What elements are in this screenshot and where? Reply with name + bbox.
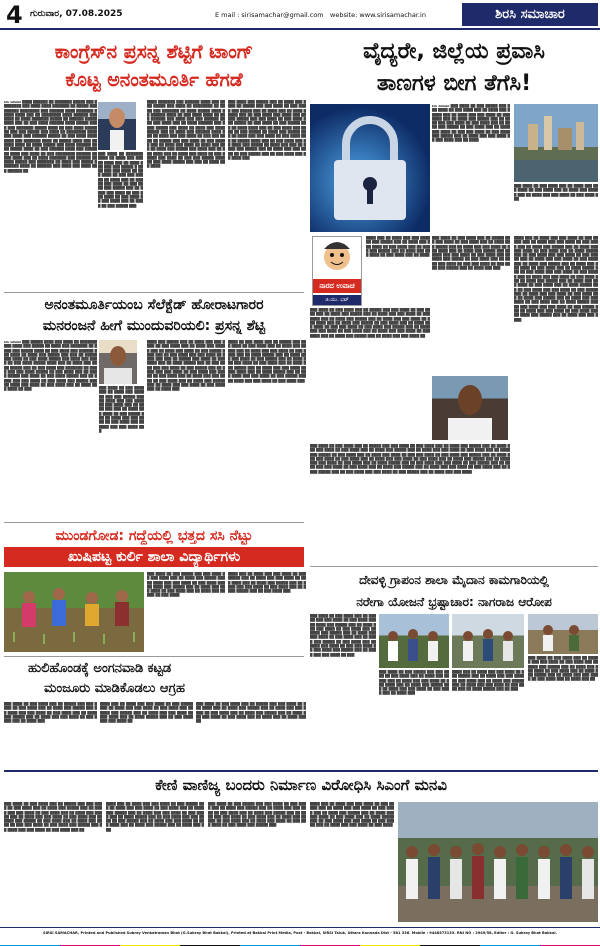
devalli-photo-1 bbox=[379, 614, 449, 668]
devalli-photo-2 bbox=[452, 614, 524, 668]
doctors-column-2: ███ ████ ██ ███ ████ ███ ██ ████ ███ ███ ████ ██ ███ ████ ███ ██ ████ ███ █████ ███ ██ ████ ███ ███ ████ ██ ███ ████ ███ bbox=[514, 184, 598, 201]
devalli-column-1: ███ ████ ██ ███ ████ ███ ██ █████ ███ ███ ████ ██ ███ ████ ███ ██ ████ ███ █████ ███ ██ ████ ███ ███ ████ ██ ███ ████ ███ ██ ████ ███ █████ ███ ██ ████ ███ ███ ████ ██ ███ ████ ███ ██ ████ ███ █████ ██ ███ ████ ███ ██ ████ ███ ████ ██ ███ ███ ████ ██ ███ ████ ███ █████ ███ ██ ████ ███ ███ ████ ██ ███ bbox=[310, 614, 376, 657]
narada-column-byline: ಜಿ.ಯು. ಭಟ್ bbox=[313, 295, 361, 305]
devalli-column-4: ███ ████ ██ ███ ████ ███ ██ █████ ███ ███ ████ ██ ███ ████ ███ ██ ████ ███ █████ ███ ██ ████ ███ ███ ████ ██ ███ ████ ███ ██ ████ ███ █████ ███ ██ ████ ███ ███ ████ ██ ███ ████ ███ ██ ████ ███ ██ bbox=[528, 656, 598, 682]
keni-column-3: ███ ████ ██ ███ █████ ███ ███ ████ ██ ███ ████ ███ ██ ████ ███ █████ ███ ██ ████ ███ ███ ████ ██ ███ ████ ███ ██ ████ ███ █████ ███ ██ ████ ███ ███ ████ ██ ███ ████ ███ ██ ████ ███ █████ ██ ███ ████ ███ ██ ████ ███ ████ ██ ███ ███ ████ ██ ███ ████ ███ █████ ███ bbox=[208, 802, 306, 828]
selected-portrait bbox=[99, 340, 137, 384]
doctors-headline-line2: ತಾಣಗಳ ಬೀಗ ತೆಗೆಸಿ! bbox=[376, 71, 532, 96]
tong-column-2: ████ ███████ ███ ██████ ████ ███ ████ █████ ███ ████ ██ ████████ ██ ████ ███ ███████ ██ ████ █████ ████ ██ ██████ ████ ██ ███ ████ ████ ██ ███ ██████ ███ ████ ███ ███ ██████ ████ ███ ████ ███ ██ ████ ██████ ███ ████ █████ ███ ████ ██ ████ ███ ████ █████ ███ ██ ████ ███ ██████ ████ ███ ██ ████ ███ ███ ████ ██ ███ ███ ████ ██ █████ ███ ███ ████ ██ ███ █████ ███ ██ ████ ███ ████ ██ ████ ███ ███ ██ ████ ███ █████ ███ ████ ███ ██ ███ ████ ███ ██ ████ ███ ████ ██ ███ █████ ███ ████ ██ ███ ███ █████ ████ ██ ███ ████ █████ ███ ███ ██ ████ ███ ████ bbox=[147, 100, 225, 169]
town-photo bbox=[514, 104, 598, 182]
tong-headline-line1: ಕಾಂಗ್ರೆಸ್‌ನ ಪ್ರಸನ್ನ ಶೆಟ್ಟಿಗೆ ಟಾಂಗ್ bbox=[54, 41, 254, 63]
devalli-headline-line1: ದೇವಳ್ಳಿ ಗ್ರಾಪಂನ ಶಾಲಾ ಮೈದಾನ ಕಾಮಗಾರಿಯಲ್ಲಿ bbox=[359, 573, 549, 587]
keni-column-2: ████ ███ ██ ████ ███ ███ ████ ██ ███ █████ ███ ██ ████ ███ ███ ████ ██ ███ ████ ███ ██ ████ ███ █████ ███ ██ ████ ███ ███ ████ ██ ███ ████ ███ ██ ████ █████ ███ ██ ███ ████ ███ ███ ████ ██ ███ █████ ███ ██ ████ ███ ███ ████ ██ ███ ████ ███ ██ ████ ███ █████ ███ ██ ████ ███ ███ bbox=[106, 802, 204, 832]
footer-imprint-text: SIRSI SAMACHAR, Printed and Published Subray Venkatraman Bhat (G.Subray Bhat Bakkal), Printed at Bakkal Print Media, Post - Bakkal, SIRSI Taluk, Uttara Kannada Dist - 581 336. Mobile : 9448573133. RNI NO : 2949/58, Editor : G. Subray Bhat Bakkal. bbox=[43, 931, 557, 935]
tong-column-1: ಶಿರಸಿ ಸಮಾಚಾರ ████ ██████ ██ ███████ █████ ███ ████████ ███ ████ ████ ███████ ██ █████ ███ ██████ ████████ ███ ██████ ████ ███████ █████ ████ ███ ██ ████████ ████ ██████ ███ ████ ██ ████ ███████ █████ ██ ██████ █████████ ███ ██ ███ ████ ██████ ████ █████ ████ ███ ███████ █████ ████ ██ ███ ████ ███████ ███ ███ █████ ███ ████ ██ ████████ ███████ ████ ███ ██████ █████ ██ ███ ████ ████████ ███ ███████ ████ ██ █████ ████ ███ ██████ ████ ██ ████ █████ ███ ████ ██████ ████ █████ ████ ██ ███ ██████ ████ ███ ███████ ████ ███ ████ ██ ███ ████████ ██████ █████ ████ ███ ██ ████ ███████ ███ ██████ ██ ████ █████ ███ ███████ ██ ████ ███ █████ ███████ ████ ██ ██████ ███ ████ ███ ████ ███ ██████ ██ bbox=[4, 100, 97, 173]
mundgod-headline bbox=[4, 522, 304, 568]
masthead bbox=[0, 0, 600, 30]
footer-imprint bbox=[0, 927, 600, 938]
selected-headline-line2: ಮನರಂಜನೆ ಹೀಗೆ ಮುಂದುವರಿಯಲಿ: ಪ್ರಸನ್ನ ಶೆಟ್ಟಿ bbox=[42, 318, 266, 334]
mundgod-headline-line2: ಖುಷಿಪಟ್ಟ ಕುರ್ಲಿ ಶಾಲಾ ವಿದ್ಯಾರ್ಥಿಗಳು bbox=[4, 547, 304, 567]
mundgod-column-3: ████ ███ ██ ████ ███ ███ ████ ██ ███ █████ ███ ██ ████ ███ ███ ████ ██ ███ ████ ███ ██ ████ ███ █████ ███ ██ ████ ███ ███ ████ ██ ███ ████ ███ ██ ████ █████ ███ ██ ███ ████ ███ bbox=[228, 572, 306, 594]
keni-group-photo bbox=[398, 802, 598, 922]
devalli-headline bbox=[310, 566, 598, 612]
students-in-field-icon bbox=[4, 572, 144, 652]
anganwadi-column-2: ████ ███ ██ ████ ███ ███ ████ ██ ███ █████ ███ ██ ████ ███ ███ ████ ██ ███ ████ ███ ██ ████ ███ █████ ███ ██ ████ ███ ███ ████ ██ ███ ████ ███ ██ ████ █████ ███ ██ ███ ████ ███ ███ ████ ██ bbox=[100, 702, 193, 724]
paper-name-text: ಶಿರಸಿ ಸಮಾಚಾರ bbox=[495, 7, 565, 22]
devalli-photo-3 bbox=[528, 614, 598, 654]
masthead-website: website: www.sirisamachar.in bbox=[330, 11, 426, 19]
keni-headline bbox=[4, 770, 598, 798]
people-group-icon bbox=[379, 614, 449, 668]
anganwadi-headline bbox=[4, 656, 304, 698]
cartoon-face-icon bbox=[313, 237, 361, 275]
narada-column-box bbox=[312, 236, 362, 306]
issue-date: ಗುರುವಾರ, 07.08.2025 bbox=[30, 9, 123, 19]
people-group-icon bbox=[528, 614, 598, 654]
devalli-headline-line2: ನರೇಗಾ ಯೋಜನೆ ಭ್ರಷ್ಟಾಚಾರ: ನಾಗರಾಜ ಆರೋಪ bbox=[356, 595, 552, 609]
doctors-column-5: ████ ███ ██ ████ ███ ███ ████ ██ ███ █████ ███ ██ ████ ███ ███ ████ ██ ███ ████ ███ ██ ████ ███ █████ ███ ██ ████ ███ ███ ████ ██ ███ ████ ███ ██ ████ █████ ███ ██ ███ ████ ███ ███ ████ ██ ███ █████ ███ ██ ████ ███ ███ ████ ██ ███ ████ ███ ██ ████ ███ █████ ███ ██ ████ ███ ███ ████ ██ ███ ████ ███ ██ ████ █████ ███ ██ ███ ████ ███ ███ ████ ██ ███ █████ ███ ██ ████ ███ ███ ████ ██ ███ ████ ███ ██ ████ ███ █████ ███ ██ ████ ███ ███ ████ ██ ███ ████ ███ ██ ████ █████ ███ ██ ███ ████ ███ ███ ████ ██ ███ █████ ███ ██ ████ ███ ███ ████ ██ ███ ████ ███ ██ ████ ███ █████ ███ ██ ████ ███ ███ ████ ██ ███ ████ ███ ██ ████ █████ ███ ██ ███ ████ ███ ███ ████ ██ ███ █████ ███ ██ ████ ███ ███ ████ ██ ███ ████ ███ ██ ████ ███ █████ ███ ██ ████ ███ ███ ████ bbox=[514, 236, 598, 322]
keni-column-4: ████ ███ ██ ████ ███ ███ ████ ██ ███ █████ ███ ██ ████ ███ ███ ████ ██ ███ ████ ███ ██ ████ ███ █████ ███ ██ ████ ███ ███ ████ ██ ███ ████ ███ ██ ████ █████ ███ ██ ███ ████ ███ ███ ████ ██ ███ █████ ███ ██ ████ ███ ███ ████ ██ ███ ████ bbox=[310, 802, 394, 828]
tong-column-3: ███ ████ ███ █████ ███ ██ ████ ███ ████ ██ █████ ███ ███ ████ ██ ███ ████ ███ █████ ███ ██ ████ ███ ██ ████ █████ ███ ██ ███ ████ ███ ████ ███ ██ ███ █████ ███ ███ ████ ██ ███ ████ ███ █████ ██ ███ ████ ██ ███ █████ ███ ██ ████ ████ ███ ██ ███ ████ ███ ████ ██ ███ █████ ██ ████ ███ █████ ███ ██ ████ ███ ███ ████ ██ ███ ████ ███ ██ █████ ████ ███ ██ ███ ████ ███ ██ ████ ███ █████ ██ ████ ███ ███ ██ ████ ███ █████ ███ ██ ████ ███ ███ ████ ██ ███ █████ ███ ██ ███ ████ ███ ██ ████ ███ bbox=[228, 100, 306, 160]
anganwadi-headline-line1: ಹುಲಿಹೊಂಡಕ್ಕೆ ಅಂಗನವಾಡಿ ಕಟ್ಟಡ bbox=[28, 661, 172, 676]
selected-headline bbox=[4, 292, 304, 336]
devalli-column-3: ████ ███ ██ ████ ███ ███ ████ ██ ███ █████ ███ ██ ████ ███ ███ ████ ██ ███ ████ ███ ██ ████ ███ █████ ███ ██ ████ ███ ███ ████ ██ ███ ████ ███ ██ ████ █████ ███ ██ ███ bbox=[452, 670, 524, 692]
printer-color-bar bbox=[0, 938, 600, 946]
tong-portrait bbox=[98, 102, 136, 150]
people-crowd-icon bbox=[398, 802, 598, 922]
doctors-headline-line1: ವೈದ್ಯರೇ, ಜಿಲ್ಲೆಯ ಪ್ರವಾಸಿ bbox=[363, 39, 545, 64]
narada-column-title: ನಾರದ ಉವಾಚ bbox=[313, 279, 361, 293]
doctors-headline bbox=[310, 36, 598, 100]
doctors-column-4: ███ ████ ██ ███ ████ ███ ██ █████ ███ ███ ████ ██ ███ ████ ███ ██ ████ ███ █████ ███ ██ ████ ███ ███ ████ ██ ███ ████ ███ ██ ████ ███ █████ ███ ██ ████ ███ ███ ████ ██ ███ ████ ███ ██ ████ ███ █████ ██ ███ ████ ███ ██ ████ ███ ████ ██ ███ ███ ████ ██ ███ ████ ███ █████ ███ ██ ████ ███ ███ bbox=[432, 236, 510, 271]
devalli-column-2: ███ ████ ██ ███ █████ ███ ███ ████ ██ ███ ████ ███ ██ ████ ███ █████ ███ ██ ████ ███ ███ ████ ██ ███ ████ ███ ██ ████ ███ █████ ███ ██ ████ ███ ███ ████ ██ ███ ████ ███ ██ ████ ███ bbox=[379, 670, 449, 696]
keni-column-1: ███ ████ ██ ███ ████ ███ ██ █████ ███ ███ ████ ██ ███ ████ ███ ██ ████ ███ █████ ███ ██ ████ ███ ███ ████ ██ ███ ████ ███ ██ ████ ███ █████ ███ ██ ████ ███ ███ ████ ██ ███ ████ ███ ██ ████ ███ █████ ██ ███ ████ ███ ██ ████ ███ ████ ██ ███ ███ ████ ██ ███ ████ ███ █████ ███ ██ ████ ███ ███ ████ ██ ███ ████ ███ ██ bbox=[4, 802, 102, 832]
doctors-portrait bbox=[432, 376, 508, 440]
doctors-column-6: ███ ████ ██ ███ ████ ███ ██ █████ ███ ███ ████ ██ ███ ████ ███ ██ ████ ███ █████ ███ ██ ████ ███ ███ ████ ██ ███ ████ ███ ██ ████ ███ █████ ███ ██ ████ ███ ███ ████ ██ ███ ████ ███ ██ ████ ███ █████ ██ ███ ████ ███ ██ ████ ███ ████ ██ ███ ███ ████ ██ ███ ████ ███ █████ ███ ██ ████ ███ ███ ████ ██ ███ ████ ███ ██ ████ ███ ███ ████ ██ ███ ████ ███ ██ ████ ███ █████ ███ ██ ████ ███ ███ ████ ██ ███ ████ ███ ██ ████ █████ ███ ██ ███ ████ ███ ███ ████ ██ ███ █████ ███ ██ ████ ███ ███ ████ ██ ███ ████ ███ ██ ████ ███ █████ ███ ██ ████ ███ ███ ████ ██ ███ ████ ███ ██ ████ █████ ███ ██ ███ ████ ███ ███ ████ ██ ███ █████ ███ ██ ████ ███ ███ ████ bbox=[310, 444, 510, 474]
padlock-icon bbox=[310, 104, 430, 232]
person-photo-icon bbox=[98, 102, 136, 150]
masthead-paper-name bbox=[462, 3, 598, 26]
tong-headline bbox=[4, 38, 304, 96]
mundgod-column-2: ███ ████ ██ ███ █████ ███ ███ ████ ██ ███ ████ ███ ██ ████ ███ █████ ███ ██ ████ ███ ███ ████ ██ ███ ████ ███ ██ ████ ███ █████ ███ ██ ████ ███ ███ ████ ██ ███ ████ ███ ██ ████ ███ █████ ██ ███ ████ bbox=[147, 572, 225, 598]
selected-column-1: ಶಿರಸಿ ಸಮಾಚಾರ ███ █████ ████ ███ ████ ██ ███████ ███ ████ ███ █████ ██ ████ ███ ███████ ██ ████ ███ █████ ████ ██ ███ ████ ███ ██████ ███ ████ ██ ████ ███ █████ ███ ███ ██ █████ ███ ████ ██ ███ ████ █████ ███ ████ ███ ████ ██ ███ ████ █████ ████ ███ ██ ████ ███ ████ █████ ███ ██ ███ ████ ███ ███████ ██ ████ ███ ███ ████ █████ ██ ███ ████ ███ ██ ████ █████ ███ ████ ██ ███ ████ █████ ███ ██ ████ ███ ███ ████ ██ ███ ████ ███ █████ ███ ██ ████ ███ ████ ██ ███ ████ ███ ██ ████ ███ ████ ██ ███ bbox=[4, 340, 97, 392]
tong-dateline: ಶಿರಸಿ ಸಮಾಚಾರ bbox=[4, 100, 22, 104]
mundgod-paddy-photo bbox=[4, 572, 144, 652]
anganwadi-column-1: ███ ████ ██ ███ ████ ███ ██ █████ ███ ███ ████ ██ ███ ████ ███ ██ ████ ███ █████ ███ ██ ████ ███ ███ ████ ██ ███ ████ ███ ██ ████ ███ █████ ███ ██ ████ ███ ███ ████ ██ ███ ████ ███ ██ ████ ███ bbox=[4, 702, 97, 724]
mundgod-headline-line1: ಮುಂಡಗೋಡ: ಗದ್ದೆಯಲ್ಲಿ ಭತ್ತದ ಸಸಿ ನೆಟ್ಟು bbox=[55, 528, 253, 544]
selected-dateline: ಶಿರಸಿ ಸಮಾಚಾರ bbox=[4, 340, 22, 344]
keni-headline-text: ಕೇಣಿ ವಾಣಿಜ್ಯ ಬಂದರು ನಿರ್ಮಾಣ ವಿರೋಧಿಸಿ ಸಿಎಂಗೆ ಮನವಿ bbox=[155, 776, 447, 794]
doctors-column-3: ███ ████ ██ ███ ████ ███ ██ █████ ███ ███ ████ ██ ███ ████ ███ ██ ████ ███ █████ ███ ██ ████ ███ ███ ████ ██ ███ ████ ███ ██ ████ ███ █████ ███ ██ ████ ███ ███ ████ ██ ███ ████ ███ ██ ████ ███ █████ ██ ███ ████ ███ ██ ████ ███ ████ ██ ███ ███ ████ ██ ███ ████ ███ █████ ███ ██ ████ ███ ███ ████ ██ ███ ████ ███ ██ ████ ███ ███ ████ ██ ███ ████ ███ ██ ████ ███ █████ ███ ██ ████ ███ ███ ████ ██ bbox=[310, 308, 430, 338]
selected-column-1b: ███ ████ ██ ███ ████ ███ ██ ████ ███ ████ ██ ███ ███ █████ ███ ██ ████ ███ ███ ████ ██ ███ ████ ███ ██ ████ ███ ███ ██ ████ ███ ████ ██ ███ █████ ███ ██ ████ ███ ███ ████ ██ ███ ████ ███ ██ ████ ███ ███ ████ ███ bbox=[99, 386, 144, 433]
page-number: 4 bbox=[6, 1, 23, 29]
doctors-byline: ಶಿರಸಿ ಸಮಾಚಾರ bbox=[432, 104, 450, 108]
anganwadi-headline-line2: ಮಂಜೂರು ಮಾಡಿಕೊಡಲು ಆಗ್ರಹ bbox=[44, 681, 186, 696]
selected-headline-line1: ಅನಂತಮೂರ್ತಿಯಂಬ ಸೆಲೆಕ್ಟೆಡ್ ಹೋರಾಟಗಾರರ bbox=[44, 297, 264, 313]
doctors-column-1: ಶಿರಸಿ ಸಮಾಚಾರ ███ ████ ██ ███ █████ ███ ███ ████ ██ ███ ████ ███ ██ ████ ███ █████ ███ ██ ████ ███ ███ ████ ██ ███ ████ ███ ██ ████ ███ █████ ███ ██ ████ ███ ███ ████ ██ ███ ████ ███ ██ ████ ███ █████ ██ ███ ████ ███ ██ ████ ███ ████ ██ ███ ███ ████ ██ ███ ████ ███ █████ ███ ██ ████ ███ ███ ████ ██ ███ ████ ███ ██ ████ bbox=[432, 104, 510, 143]
tong-headline-line2: ಕೊಟ್ಟ ಅನಂತಮೂರ್ತಿ ಹೆಗಡೆ bbox=[65, 69, 243, 91]
doctors-column-1b: ████ ███ ██ ████ ███ ███ ████ ██ ███ █████ ███ ██ ████ ███ ███ ████ ██ ███ ████ ███ ██ ████ ███ █████ ███ ██ ████ ███ ███ ████ ██ ███ ████ ███ ██ ████ bbox=[366, 236, 430, 258]
people-group-icon bbox=[452, 614, 524, 668]
town-landscape-icon bbox=[514, 104, 598, 182]
person-photo-icon bbox=[432, 376, 508, 440]
selected-column-3: ████ ██ ███ ████ ███ ██ █████ ███ ███ ████ ██ ███ ████ ███ ██ ████ ███ █████ ███ ██ ████ ███ ███ ████ ██ ███ ████ ███ ██ ████ █████ ███ ██ ████ ███ ███ ████ ██ ███ █████ ███ ██ ████ ███ ███ ████ ██ ███ ████ ███ ██ ████ ███ █████ ███ ██ ████ ███ ███ ████ ██ ███ ████ ███ ██ ████ █████ ███ ██ ███ ████ ███ ███ ████ ██ ███ █████ ███ ██ ████ ███ ███ ████ ██ ███ ████ ███ bbox=[228, 340, 306, 383]
anganwadi-column-3: ███ ████ ██ ███ ████ ███ ██ █████ ███ ███ ████ ██ ███ ████ ███ ██ ████ ███ █████ ███ ██ ████ ███ ███ ████ ██ ███ ████ ███ ██ ████ ███ █████ ███ ██ ████ ███ ███ ████ ██ ███ ████ ███ ██ ████ ███ ██ ████ ███ ██ bbox=[196, 702, 306, 724]
person-photo-icon bbox=[99, 340, 137, 384]
selected-column-2: ████ ███ █████ ███ ██ ████ ███ ███ ████ ██ ███ ████ ███ ██ ████ ███ █████ ███ ██ ████ ███ ████ ██ ███ █████ ████ ███ ██ ███ ████ ███ ███ ████ ██ ████ ███ ███ ██ █████ ███ ████ ██ ███ ████ ███ ██ ████ █████ ███ ██ ███ ████ ███ ███ ████ ██ ███ █████ ███ ██ ████ ███ ███ ████ ██ ███ ████ ███ █████ ██ ███ ████ ███ ██ ████ ███ ███ ████ ██ ███ ████ ███ ██ ████ ███ █████ ███ ██ ████ ███ ███ ████ ██ ███ ████ ███ ██ ████ ███ bbox=[147, 340, 225, 392]
masthead-email: E mail : sirisamachar@gmail.com bbox=[215, 11, 324, 19]
padlock-image bbox=[310, 104, 430, 232]
tong-column-1b: ███ ████ ██ ███████ ████ ██ ████ ███ █████ ████ ███ ██ ████ ███ ███ ███ █████ █ ████ ███ ███ ████ ██ ███ ████ ██ ███ ███ █████ ██ ████ ███ ██ █████ ███ ████ ██ ███ ████ ███ █████ ███ ██ ████ ███ ████ ██ ███ ███ ████ ██ ███ ████ ██ ███ ████ ███ ██ ████ ██ ███ █████ ███ bbox=[98, 152, 143, 208]
